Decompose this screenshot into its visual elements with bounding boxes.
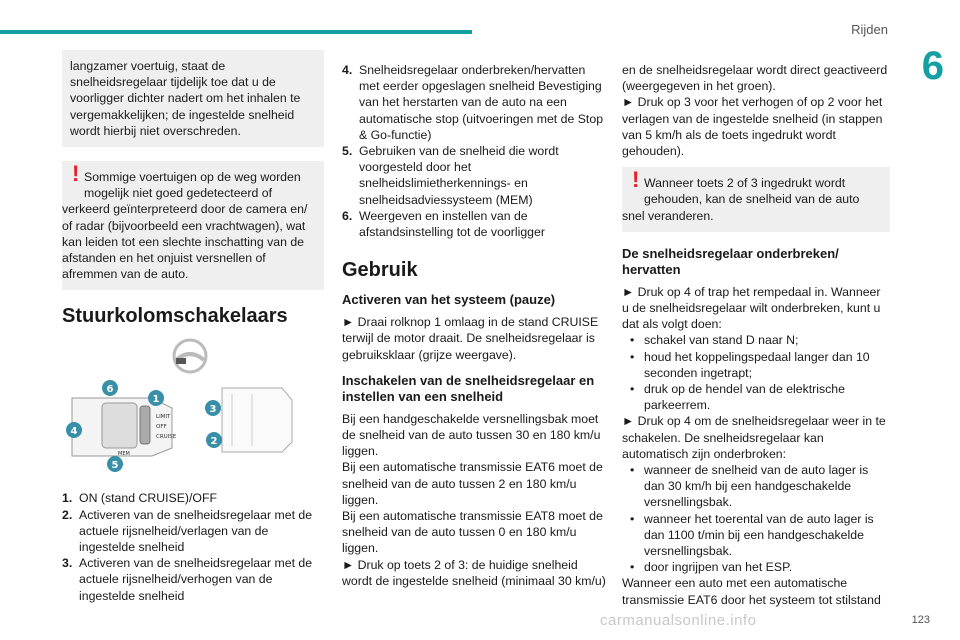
warning-text-rest: verkeerd geïnterpreteerd door de camera en/ of radar (bijvoorbeeld een vrachtwagen), wat kan leiden tot een slechte inschatting van de afstanden en het onjuist versnellen of afremmen van de auto. [62,202,308,282]
warning-box [622,167,890,232]
list-item: • wanneer het toerental van de auto lager is dan 1100 t/min bij een handgeschakelde versnellingsbak. [630,511,874,559]
paragraph: ► Draai rolknop 1 omlaag in de stand CRUISE terwijl de motor draait. De snelheidsregelaar is gebruiksklaar (grijze weergave). [342,315,599,362]
paragraph: ► Druk op 4 of trap het rempedaal in. Wanneer u de snelheidsregelaar wilt onderbreken, kunt u dat als volgt doen: [622,284,881,332]
subheading-pause: De snelheidsregelaar onderbreken/ hervatten [622,245,839,277]
list-item: • schakel van stand D naar N; [630,333,799,348]
stalk-figure [62,338,324,472]
list-item: • wanneer de snelheid van de auto lager is dan 30 km/h bij een handgeschakelde versnellingsbak. [630,463,869,510]
warning-text-first: Wanneer toets 2 of 3 ingedrukt wordt gehouden, kan de snelheid van de auto [644,176,860,207]
header-accent-bar [0,30,472,34]
column-2 [342,62,606,589]
watermark: carmanualsonline.info [600,612,757,629]
paragraph: ► Druk op 4 om de snelheidsregelaar weer in te schakelen. De snelheidsregelaar kan automatisch zijn onderbroken: [622,414,886,461]
badge-2: 2 [210,436,218,448]
list-item: 6. Weergeven en instellen van de afstandsinstelling tot de voorligger [342,208,545,240]
list-item: • houd het koppelingspedaal langer dan 10 seconden ingetrapt; [630,349,870,380]
warning-box [62,161,324,290]
paragraph: ► Druk op toets 2 of 3: de huidige snelheid wordt de ingestelde snelheid (minimaal 30 km/u) [342,557,606,588]
subheading-activate: Activeren van het systeem (pauze) [342,292,556,308]
badge-5: 5 [111,460,119,472]
info-box [62,50,324,147]
paragraph: en de snelheidsregelaar wordt direct geactiveerd (weergegeven in het groen). [622,63,888,94]
warning-text-first: Sommige voertuigen op de weg worden mogelijk niet goed gedetecteerd of [84,170,301,201]
subheading-enable: Inschakelen van de snelheidsregelaar en instellen van een snelheid [342,372,595,404]
info-box-text: langzamer voertuig, staat de snelheidsregelaar tijdelijk toe dat u de voorligger dichter nadert om het inhalen te vergemakkelijken; de ingestelde snelheid wordt hierbij niet overschreden. [70,59,301,138]
chapter-number: 6 [921,44,944,88]
right-stalk-drawing [222,388,292,452]
list-item: • door ingrijpen van het ESP. [630,560,793,575]
list-item: 5. Gebruiken van de snelheid die wordt voorgesteld door het snelheidslimietherkennings- en snelheidsadviessysteem (MEM) [342,144,559,207]
section-heading: Stuurkolomschakelaars [62,305,288,328]
steering-wheel-icon [174,340,206,372]
bullet-list-1 [622,332,890,413]
section-title: Rijden [851,22,888,37]
cruise-stalk-drawing [72,398,177,457]
figure-label-off: OFF [156,424,167,431]
list-item: 2. Activeren van de snelheidsregelaar met de actuele rijsnelheid/verlagen van de ingestelde snelheid [62,507,313,555]
paragraph: ► Druk op 3 voor het verhogen of op 2 voor het verlagen van de ingestelde snelheid (in stappen van 5 km/h als de toets ingedrukt wordt gehouden). [622,95,883,159]
badge-1: 1 [152,394,160,406]
stalk-illustration [62,338,324,488]
warning-icon: ! [632,167,640,193]
list-item: 4. Snelheidsregelaar onderbreken/hervatten met eerder opgeslagen snelheid Bevestiging van het herstarten van de auto na een automatische stop (uitvoeringen met de Stop & Go-functie) [342,63,604,142]
paragraph: Bij een automatische transmissie EAT8 moet de snelheid van de auto tussen 0 en 180 km/u liggen. [342,509,603,556]
badge-6: 6 [106,384,114,396]
paragraph: Bij een automatische transmissie EAT6 moet de snelheid van de auto tussen 2 en 180 km/u liggen. [342,460,603,507]
list-item: 3. Activeren van de snelheidsregelaar met de actuele rijsnelheid/verhogen van de ingestelde snelheid [62,556,313,603]
warning-icon: ! [72,161,80,187]
list-item: 1. ON (stand CRUISE)/OFF [62,491,218,506]
figure-label-cruise: CRUISE [156,434,177,441]
warning-text-rest: snel veranderen. [622,208,714,223]
page-number: 123 [911,614,930,626]
badge-4: 4 [70,426,78,438]
paragraph: Bij een handgeschakelde versnellingsbak moet de snelheid van de auto tussen 30 en 180 km/u liggen. [342,411,601,459]
paragraph: Wanneer een auto met een automatische transmissie EAT6 door het systeem tot stilstand [622,576,881,607]
column-1 [62,50,324,604]
figure-label-limit: LIMIT [156,414,171,421]
badge-3: 3 [209,404,217,416]
column-3 [622,62,890,608]
figure-label-mem: MEM [118,451,130,458]
control-list-a [62,490,324,603]
usage-heading: Gebruik [342,259,418,282]
list-item: • druk op de hendel van de elektrische parkeerrem. [630,382,845,413]
bullet-list-2 [622,462,890,575]
control-list-b [342,62,606,240]
